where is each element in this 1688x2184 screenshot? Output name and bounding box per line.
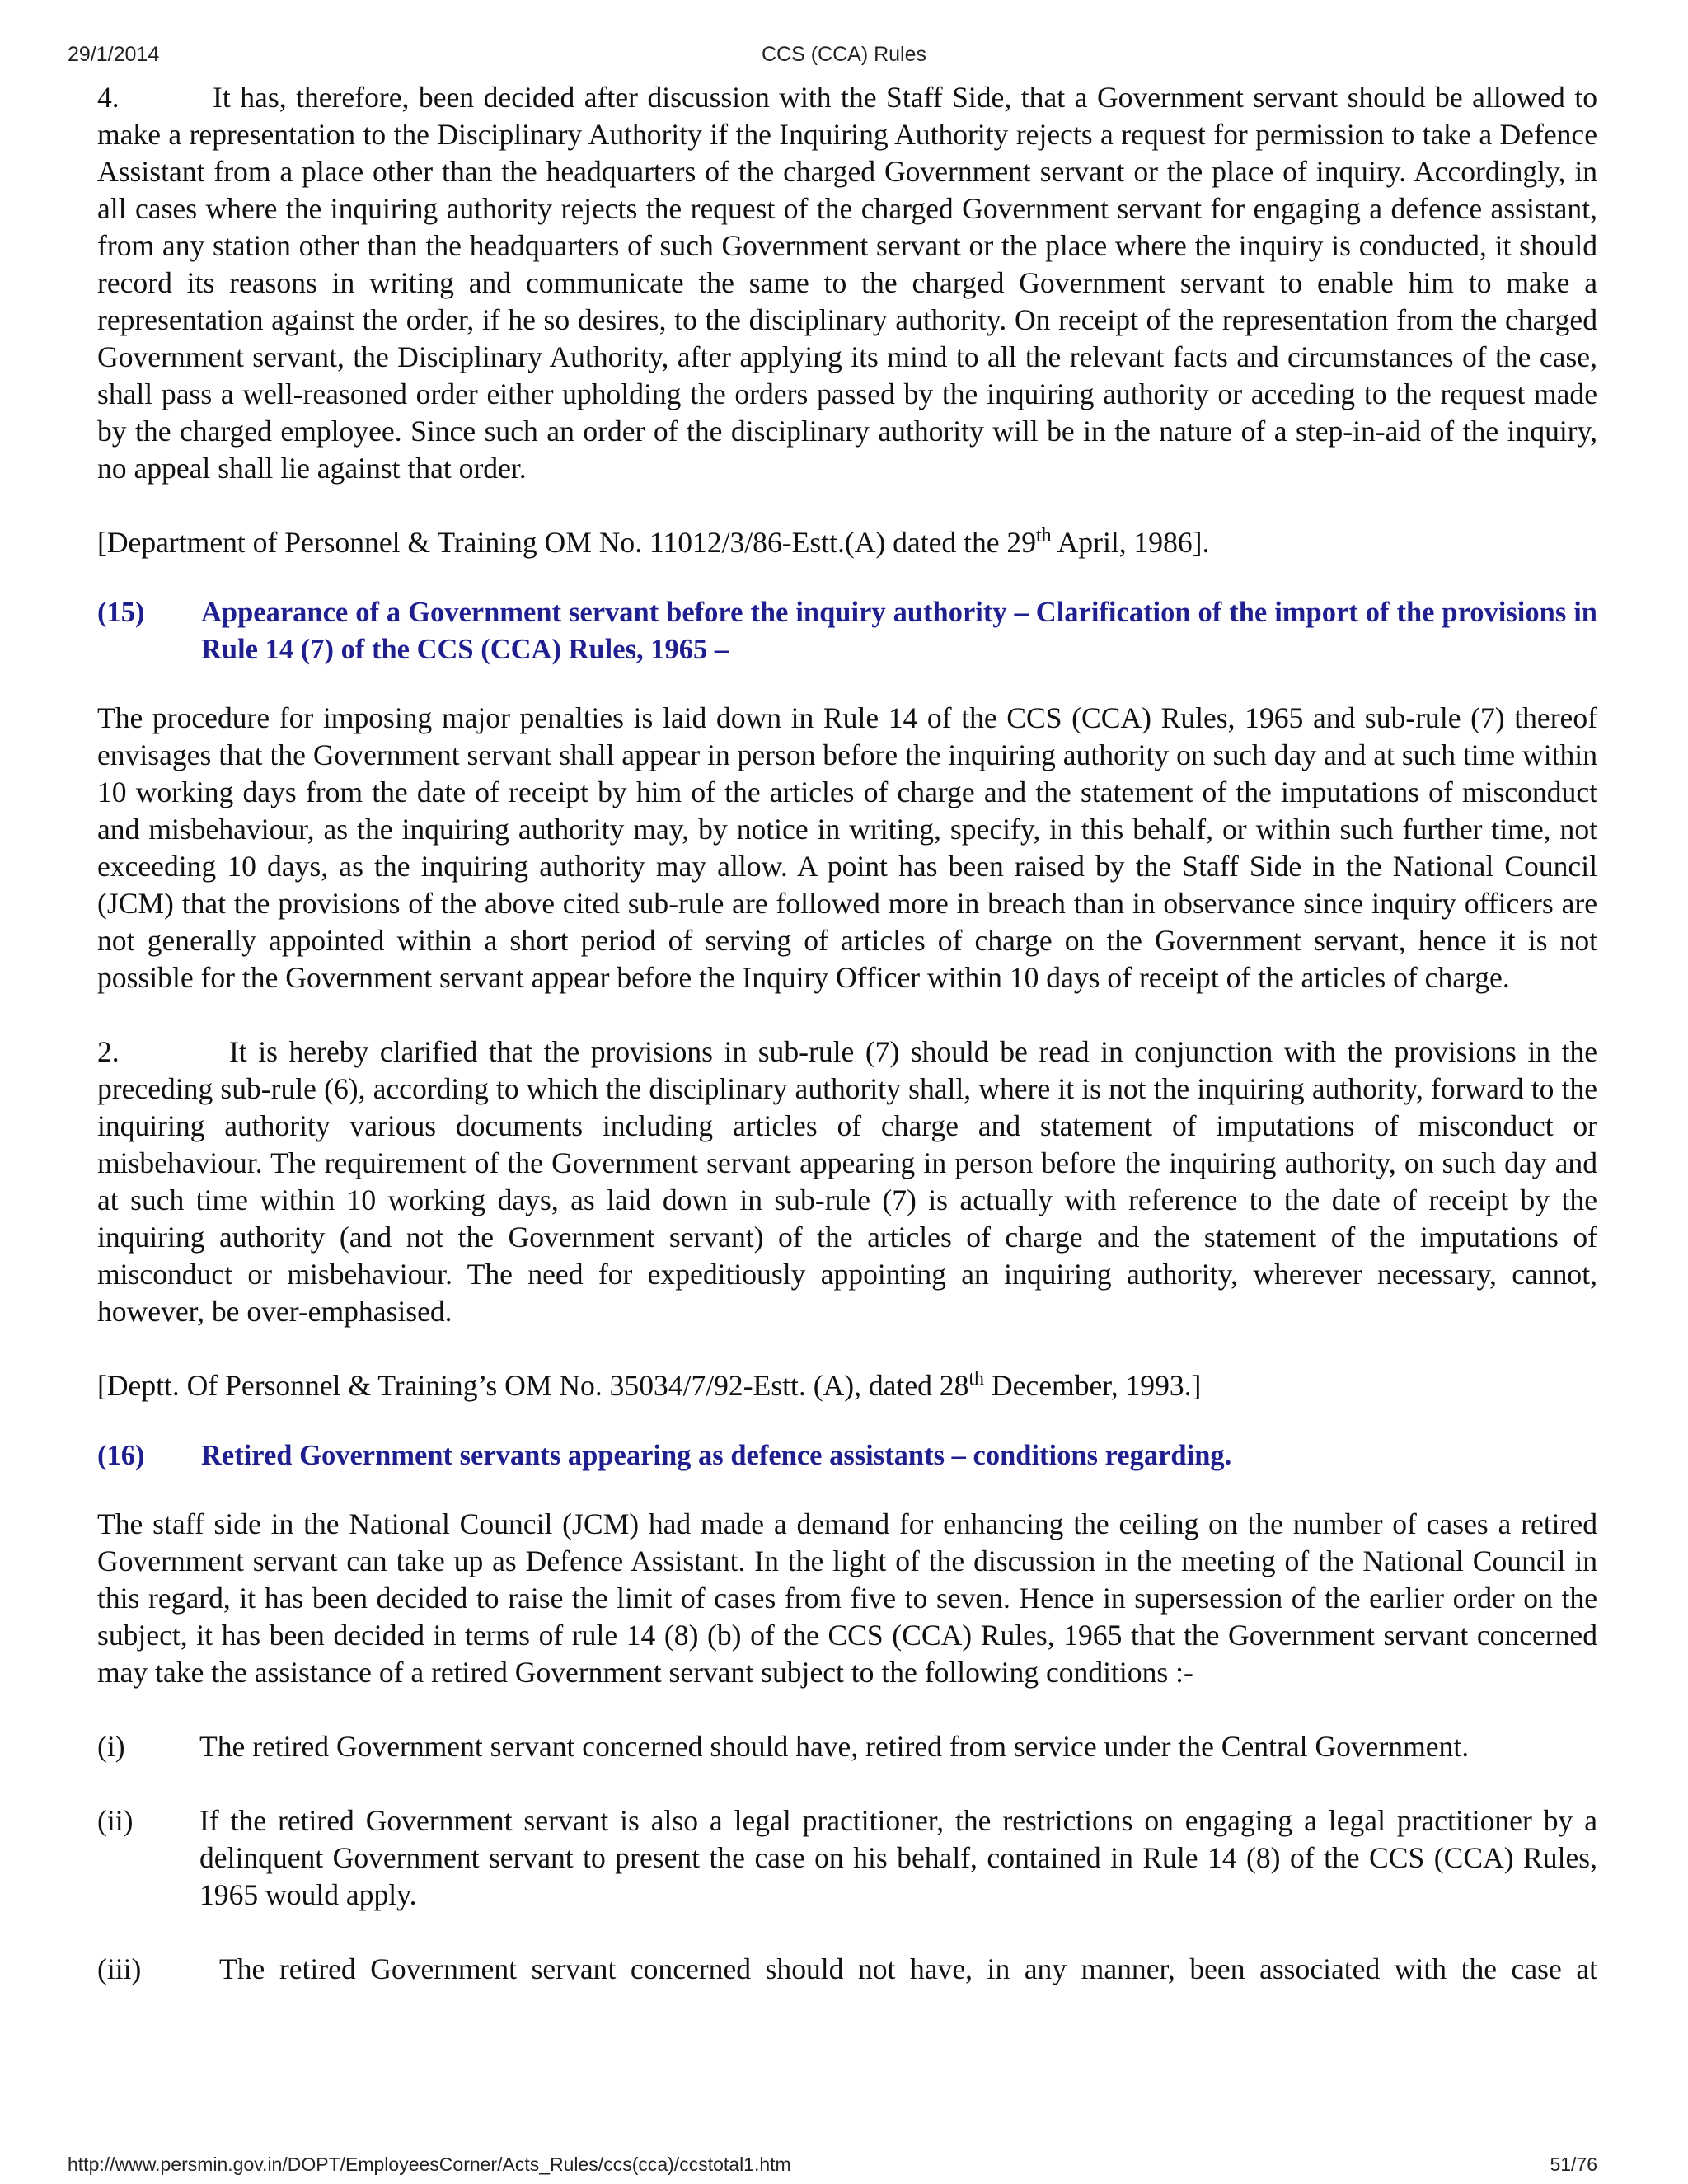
section-number: (15) bbox=[97, 597, 145, 628]
paragraph-4 bbox=[97, 79, 1597, 487]
page-header-title: CCS (CCA) Rules bbox=[761, 43, 927, 66]
document-body bbox=[97, 79, 1597, 1988]
paragraph-text: It is hereby clarified that the provisions in sub-rule (7) should be read in conjunction with the provisions in the preceding sub-rule (6), according to which the disciplinary authority shall, where it is not the inquiring authority, forward to the inquiring authority various documents including articles of charge and statement of imputations of misconduct or misbehaviour. The requirement of the Government servant appearing in person before the inquiring authority, on such day and at such time within 10 working days, as laid down in sub-rule (7) is actually with reference to the date of receipt by the inquiring authority (and not the Government servant) of the articles of charge and the statement of the imputations of misconduct or misbehaviour. The need for expeditiously appointing an inquiring authority, wherever necessary, cannot, however, be over-emphasised. bbox=[97, 1035, 1597, 1328]
page-header-date: 29/1/2014 bbox=[68, 43, 160, 66]
paragraph-15-2 bbox=[97, 1033, 1597, 1330]
paragraph-15-1: The procedure for imposing major penalties is laid down in Rule 14 of the CCS (CCA) Rules, 1965 and sub-rule (7) thereof envisages that the Government servant shall appear in person before the inquiring authority on such day and at such time within 10 working days from the date of receipt by him of the articles of charge and the statement of the imputations of misconduct and misbehaviour, as the inquiring authority may, by notice in writing, specify, in this behalf, or within such further time, not exceeding 10 days, as the inquiring authority may allow. A point has been raised by the Staff Side in the National Council (JCM) that the provisions of the above cited sub-rule are followed more in breach than in observance since inquiry officers are not generally appointed within a short period of serving of articles of charge on the Government servant, hence it is not possible for the Government servant appear before the Inquiry Officer within 10 days of receipt of the articles of charge. bbox=[97, 701, 1597, 994]
section-title: Retired Government servants appearing as defence assistants – conditions regarding. bbox=[201, 1440, 1232, 1471]
paragraph-text: It has, therefore, been decided after discussion with the Staff Side, that a Government servant should be allowed to make a representation to the Disciplinary Authority if the Inquiring Authority rejects a request for permission to take a Defence Assistant from a place other than the headquarters of the charged Government servant or the place of inquiry. Accordingly, in all cases where the inquiring authority rejects the request of the charged Government servant for engaging a defence assistant, from any station other than the headquarters of such Government servant or the place where the inquiry is conducted, it should record its reasons in writing and communicate the same to the charged Government servant to enable him to make a representation against the order, if he so desires, to the disciplinary authority. On receipt of the representation from the charged Government servant, the Disciplinary Authority, after applying its mind to all the relevant facts and circumstances of the case, shall pass a well-reasoned order either upholding the orders passed by the inquiring authority or acceding to the request made by the charged employee. Since such an order of the disciplinary authority will be in the nature of a step-in-aid of the inquiry, no appeal shall lie against that order. bbox=[97, 81, 1597, 485]
condition-item-ii bbox=[97, 1802, 1597, 1914]
paragraph-16: The staff side in the National Council (JCM) had made a demand for enhancing the ceiling on the number of cases a retired Government servant can take up as Defence Assistant. In the light of the discussion in the meeting of the National Council in this regard, it has been decided to raise the limit of cases from five to seven. Hence in supersession of the earlier order on the subject, it has been decided in terms of rule 14 (8) (b) of the CCS (CCA) Rules, 1965 that the Government servant concerned may take the assistance of a retired Government servant subject to the following conditions :- bbox=[97, 1507, 1597, 1689]
reference-citation-1986: [Department of Personnel & Training OM No. 11012/3/86-Estt.(A) dated the 29th April, 1986]. bbox=[97, 525, 1210, 559]
section-title: Appearance of a Government servant before the inquiry authority – Clarification of the import of the provisions in Rule 14 (7) of the CCS (CCA) Rules, 1965 – bbox=[201, 597, 1597, 665]
condition-number: (i) bbox=[97, 1730, 125, 1763]
section-heading-16 bbox=[97, 1437, 1597, 1474]
paragraph-number: 4. bbox=[97, 81, 120, 114]
condition-number: (iii) bbox=[97, 1952, 142, 1985]
condition-text: If the retired Government servant is also a legal practitioner, the restrictions on engaging a legal practitioner by a delinquent Government servant to present the case on his behalf, contained in Rule 14 (8) of the CCS (CCA) Rules, 1965 would apply. bbox=[199, 1804, 1597, 1911]
section-heading-15 bbox=[97, 594, 1597, 668]
condition-text: The retired Government servant concerned should have, retired from service under the Central Government. bbox=[199, 1730, 1470, 1763]
footer-page-number: 51/76 bbox=[1550, 2154, 1597, 2175]
condition-number: (ii) bbox=[97, 1804, 134, 1837]
footer-url: http://www.persmin.gov.in/DOPT/EmployeesCorner/Acts_Rules/ccs(cca)/ccstotal1.htm bbox=[68, 2154, 791, 2175]
condition-text: The retired Government servant concerned should not have, in any manner, been associated with the case at bbox=[219, 1952, 1597, 1985]
section-number: (16) bbox=[97, 1440, 145, 1471]
condition-item-iii bbox=[97, 1951, 1597, 1988]
condition-item-i bbox=[97, 1728, 1597, 1765]
paragraph-number: 2. bbox=[97, 1035, 120, 1068]
reference-citation-1993: [Deptt. Of Personnel & Training’s OM No. 35034/7/92-Estt. (A), dated 28th December, 1993.] bbox=[97, 1368, 1202, 1402]
